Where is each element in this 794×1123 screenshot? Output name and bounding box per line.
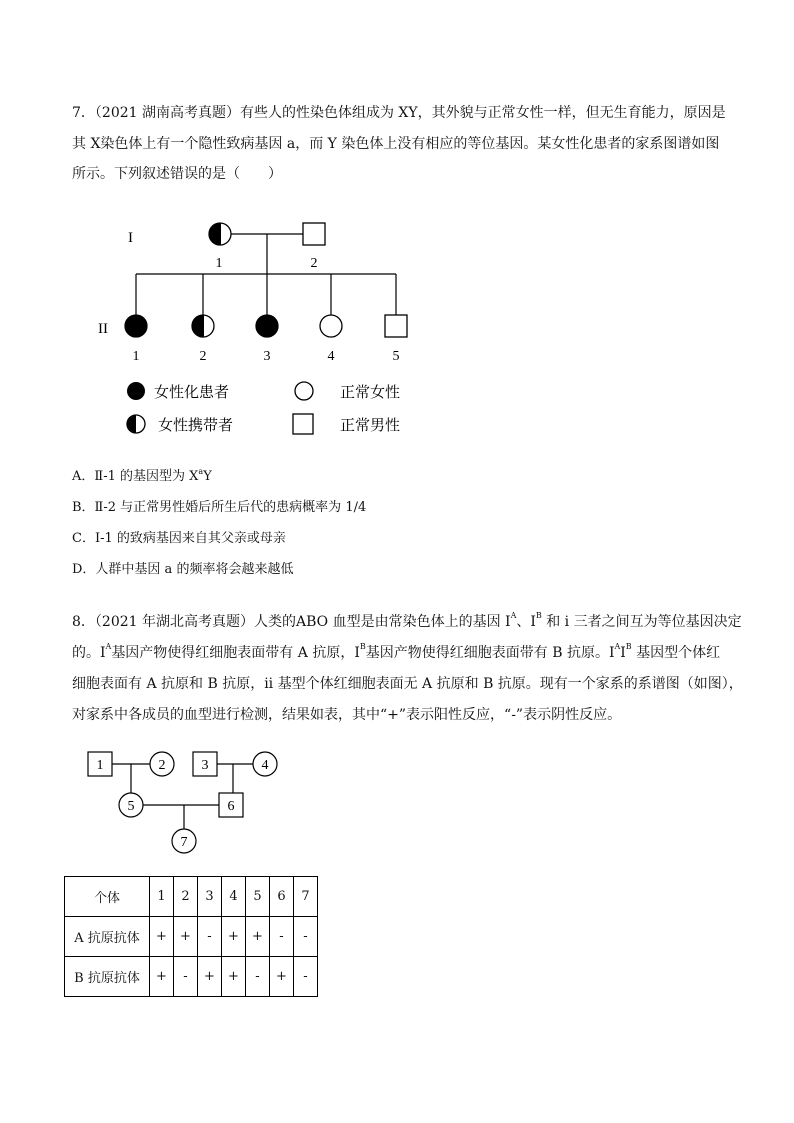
table-cell: + — [222, 957, 246, 997]
ii4-number: 4 — [327, 349, 335, 364]
table-cell: - — [294, 957, 318, 997]
table-cell: - — [246, 957, 270, 997]
ii3-number: 3 — [263, 349, 271, 364]
option-a-text: A．Ⅱ-1 的基因型为 X — [72, 469, 199, 484]
table-cell: + — [270, 957, 294, 997]
pedigree-ii3-affected-female — [256, 315, 278, 337]
pedigree-ii4-normal-female — [320, 315, 342, 337]
pedigree-i2-normal-male — [303, 223, 325, 245]
legend-normal-male-label: 正常男性 — [340, 416, 401, 434]
option-a-tail: Y — [203, 469, 212, 484]
table-cell: - — [270, 917, 294, 957]
row-label: B 抗原抗体 — [65, 957, 150, 997]
table-row — [65, 957, 318, 997]
table-cell: - — [198, 917, 222, 957]
pedigree-ii2-carrier-female — [192, 315, 214, 337]
table-cell: + — [222, 917, 246, 957]
q8-pedigree — [88, 752, 277, 853]
q8-label-1: 1 — [96, 758, 104, 773]
legend-affected-female-label: 女性化患者 — [154, 383, 230, 401]
q8-label-5: 5 — [127, 799, 135, 814]
table-cell: + — [150, 917, 174, 957]
blood-type-table — [64, 876, 318, 997]
table-cell: - — [294, 917, 318, 957]
q7-stem-line1: 7．（2021 湖南高考真题）有些人的性染色体组成为 XY，其外貌与正常女性一样，但无生育能力，原因是 — [72, 105, 726, 121]
table-cell: + — [150, 957, 174, 997]
table-header-cell: 4 — [222, 877, 246, 917]
row-label: A 抗原抗体 — [65, 917, 150, 957]
legend-affected-female-icon — [127, 382, 145, 400]
q8-stem-line3: 细胞表面有 A 抗原和 B 抗原，ii 基型个体红细胞表面无 A 抗原和 B 抗原。现有一个家系的系谱图（如图）， — [72, 676, 743, 692]
q7-option-d[interactable]: D．人群中基因 a 的频率将会越来越低 — [72, 562, 294, 577]
q8-stem-line2: 的。$I^A$基因产物使得红细胞表面带有 A 抗原，$I^B$基因产物使得红细胞表面带有 B 抗原。$I^AI^B$ 基因型个体红 — [72, 642, 721, 661]
ii5-number: 5 — [392, 349, 400, 364]
generation-i-label: I — [128, 230, 133, 246]
q8-label-4: 4 — [261, 758, 269, 773]
q8-label-3: 3 — [201, 758, 209, 773]
legend-normal-female-label: 正常女性 — [340, 383, 401, 401]
table-cell: - — [174, 957, 198, 997]
q8-label-2: 2 — [158, 758, 166, 773]
table-header-cell: 个体 — [65, 877, 150, 917]
generation-ii-label: II — [98, 321, 108, 337]
table-row — [65, 917, 318, 957]
q7-option-c[interactable]: C．I-1 的致病基因来自其父亲或母亲 — [72, 531, 286, 546]
legend-carrier-female-label: 女性携带者 — [158, 416, 234, 434]
i2-number: 2 — [310, 256, 318, 271]
q7-stem-line3: 所示。下列叙述错误的是（ ） — [72, 166, 282, 182]
table-header-cell: 6 — [270, 877, 294, 917]
q7-option-a[interactable] — [72, 468, 212, 486]
table-cell: + — [246, 917, 270, 957]
option-a-superscript: a — [198, 467, 204, 476]
table-header-row — [65, 877, 318, 917]
q8-stem-line1: 8．（2021 年湖北高考真题）人类的ABO 血型是由常染色体上的基因 $I^A$、$I^B$ 和 i 三者之间互为等位基因决定 — [72, 611, 742, 630]
legend-normal-male-icon — [293, 414, 313, 434]
table-header-cell: 5 — [246, 877, 270, 917]
table-header-cell: 3 — [198, 877, 222, 917]
legend-normal-female-icon — [295, 382, 313, 400]
table-cell: + — [174, 917, 198, 957]
q8-label-7: 7 — [180, 835, 188, 850]
table-header-cell: 7 — [294, 877, 318, 917]
table-header-cell: 1 — [150, 877, 174, 917]
pedigree-ii1-affected-female — [125, 315, 147, 337]
q8-stem-line4: 对家系中各成员的血型进行检测，结果如表，其中“+”表示阳性反应，“-”表示阴性反应。 — [72, 707, 622, 723]
ii1-number: 1 — [132, 349, 140, 364]
pedigree-i1-carrier-female — [209, 223, 231, 245]
ii2-number: 2 — [199, 349, 207, 364]
table-header-cell: 2 — [174, 877, 198, 917]
q7-stem-line2: 其 X染色体上有一个隐性致病基因 a，而 Y 染色体上没有相应的等位基因。某女性化患者的家系图谱如图 — [72, 136, 720, 152]
i1-number: 1 — [215, 256, 223, 271]
legend-carrier-female-icon — [127, 415, 145, 433]
pedigree-ii5-normal-male — [385, 315, 407, 337]
q8-label-6: 6 — [227, 799, 235, 814]
table-cell: + — [198, 957, 222, 997]
q7-option-b[interactable]: B．Ⅱ-2 与正常男性婚后所生后代的患病概率为 1/4 — [72, 500, 367, 515]
